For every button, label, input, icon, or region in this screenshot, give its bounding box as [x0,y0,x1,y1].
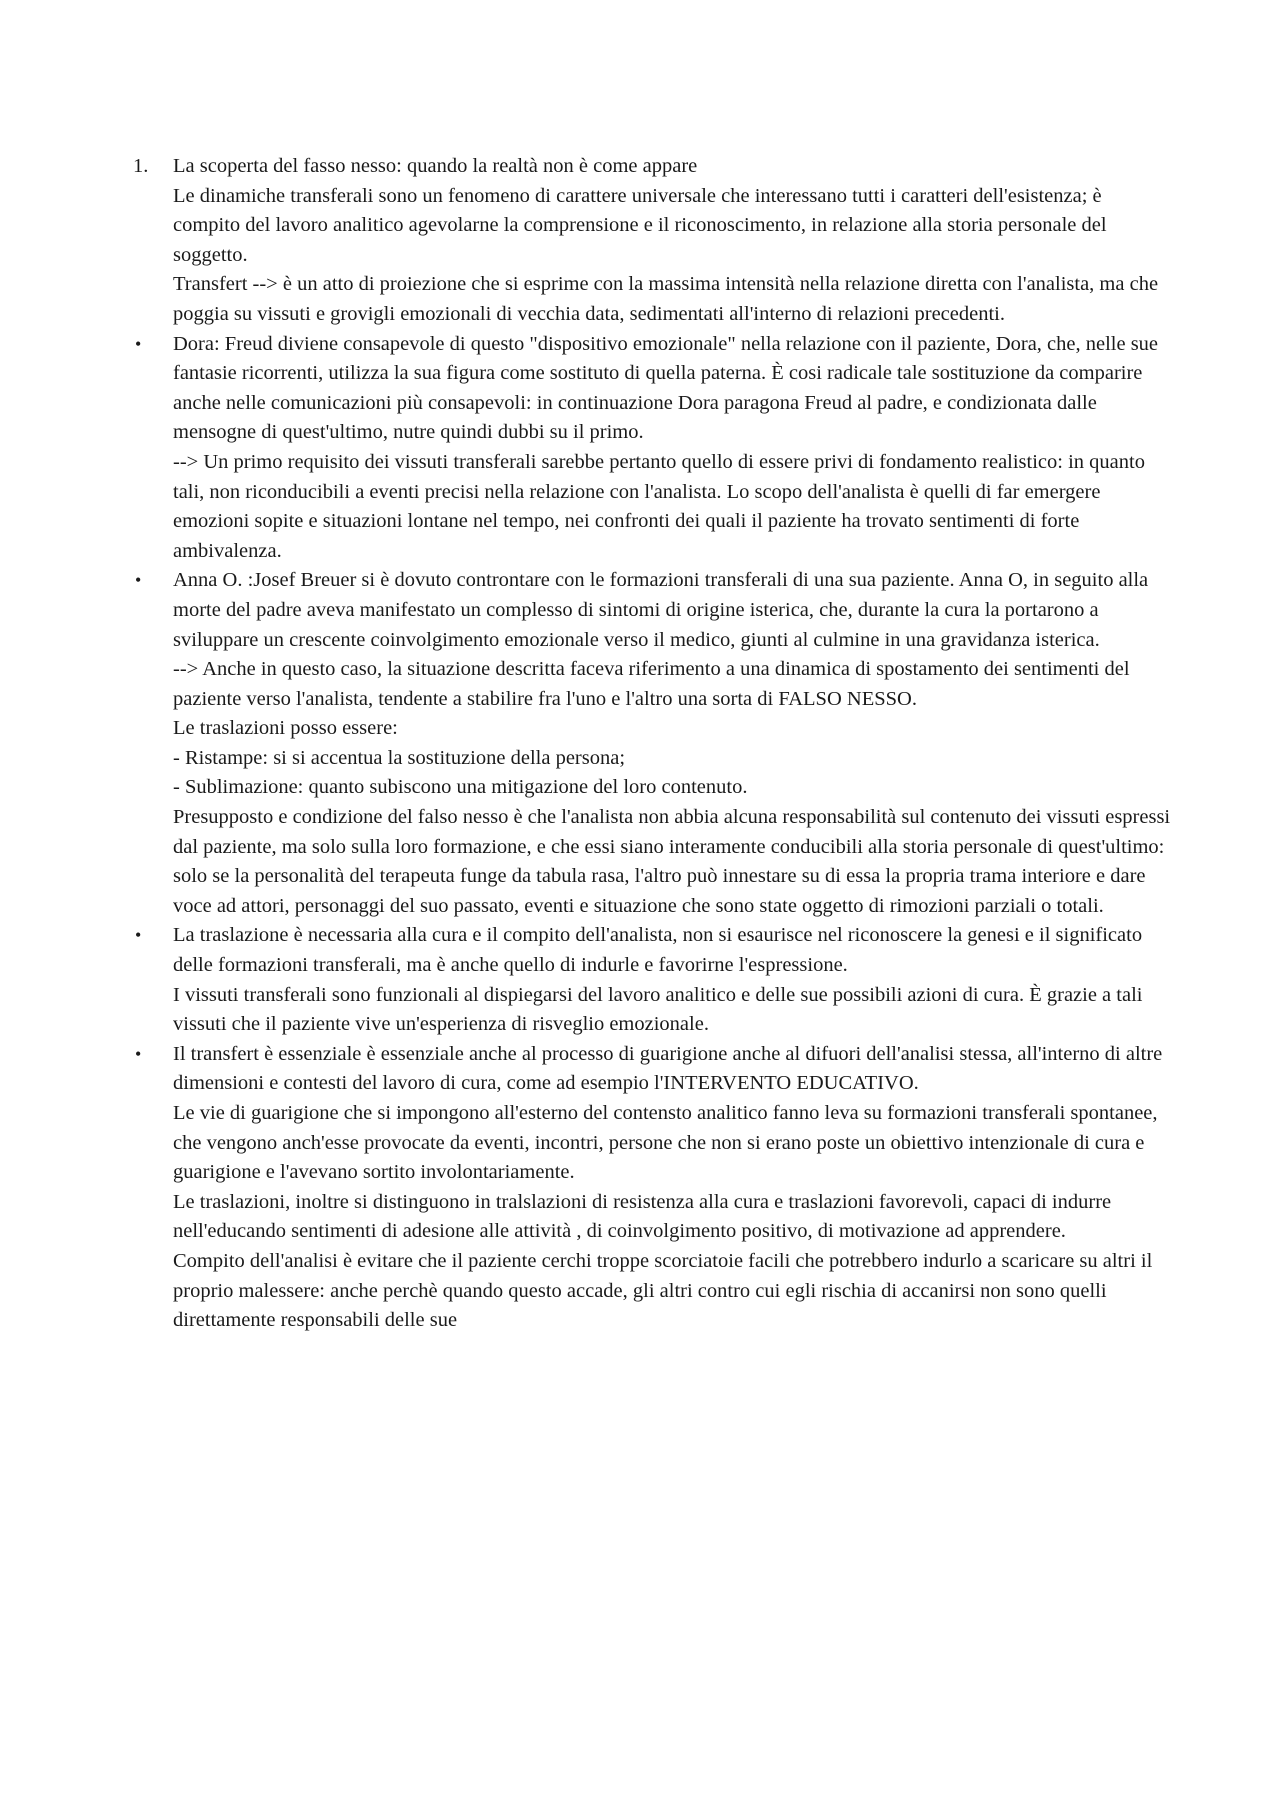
paragraph: Compito dell'analisi è evitare che il paziente cerchi troppe scorciatoie facili che potrebbero indurlo a scaricare su altri il proprio malessere: anche perchè quando questo accade, gli altri contro cui egli rischia di accanirsi non sono quelli direttamente responsabili delle sue [173,1249,1153,1332]
bullet-icon: • [135,1043,142,1064]
list-item [133,921,1173,1039]
paragraph: --> Anche in questo caso, la situazione descritta faceva riferimento a una dinamica di spostamento dei sentimenti del paziente verso l'analista, tendente a stabilire fra l'uno e l'altro una sorta di FALSO NESSO. [173,658,1130,710]
paragraph: Il transfert è essenziale è essenziale anche al processo di guarigione anche al difuori dell'analisi stessa, all'interno di altre dimensioni e contesti del lavoro di cura, come ad esempio l'INTERVENTO EDUCATIVO. [173,1042,1163,1095]
paragraph: Le dinamiche transferali sono un fenomeno di carattere universale che interessano tutti i caratteri dell'esistenza; è compito del lavoro analitico agevolarne la comprensione e il riconoscimento, in relazione alla storia personale del soggetto. [173,184,1107,266]
paragraph: --> Un primo requisito dei vissuti transferali sarebbe pertanto quello di essere privi di fondamento realistico: in quanto tali, non riconducibili a eventi precisi nella relazione con l'analista. Lo scopo dell'analista è quelli di far emergere emozioni sopite e situazioni lontane nel tempo, nei confronti dei quali il paziente ha trovato sentimenti di forte ambivalenza. [173,450,1145,562]
paragraph: Le traslazioni posso essere: [173,717,398,740]
paragraph: Le vie di guarigione che si impongono all'esterno del contensto analitico fanno leva su formazioni transferali spontanee, che vengono anch'esse provocate da eventi, incontri, persone che non si erano poste un obiettivo intenzionale di cura e guarigione e l'avevano sortito involontariamente. [173,1102,1158,1184]
paragraph: Presupposto e condizione del falso nesso è che l'analista non abbia alcuna responsabilità sul contenuto dei vissuti espressi dal paziente, ma solo sulla loro formazione, e che essi siano interamente conducibili alla storia personale di quest'ultimo: solo se la personalità del terapeuta funge da tabula rasa, l'altro può innestare su di essa la propria trama interiore e dare voce ad attori, personaggi del suo passato, eventi e situazione che sono state oggetto di rimozioni parziali o totali. [173,806,1171,917]
list-item [133,1040,1173,1336]
list-item [133,152,1173,330]
bullet-icon: • [135,925,142,946]
paragraph: Le traslazioni, inoltre si distinguono in tralslazioni di resistenza alla cura e traslazioni favorevoli, capaci di indurre nell'educando sentimenti di adesione alle attività , di coinvolgimento positivo, di motivazione ad apprendere. [173,1190,1112,1243]
list-item [133,330,1173,567]
paragraph: - Sublimazione: quanto subiscono una mitigazione del loro contenuto. [173,776,748,799]
list-number: 1. [133,155,149,177]
notes-list [133,152,1173,1336]
list-item [133,566,1173,921]
section-heading: La scoperta del fasso nesso: quando la realtà non è come appare [173,155,698,177]
paragraph: Dora: Freud diviene consapevole di questo "dispositivo emozionale" nella relazione con il paziente, Dora, che, nelle sue fantasie ricorrenti, utilizza la sua figura come sostituto di quella paterna. È cosi radicale tale sostituzione da comparire anche nelle comunicazioni più consapevoli: in continuazione Dora paragona Freud al padre, e condizionata dalle mensogne di quest'ultimo, nutre quindi dubbi su il primo. [173,332,1159,444]
paragraph: I vissuti transferali sono funzionali al dispiegarsi del lavoro analitico e delle sue possibili azioni di cura. È grazie a tali vissuti che il paziente vive un'esperienza di risveglio emozionale. [173,983,1143,1036]
paragraph: La traslazione è necessaria alla cura e il compito dell'analista, non si esaurisce nel riconoscere la genesi e il significato delle formazioni transferali, ma è anche quello di indurle e favorirne l'espressione. [173,924,1143,977]
bullet-icon: • [135,333,142,354]
paragraph: - Ristampe: si si accentua la sostituzione della persona; [173,746,626,769]
bullet-icon: • [135,570,142,591]
paragraph: Anna O. :Josef Breuer si è dovuto controntare con le formazioni transferali di una sua paziente. Anna O, in seguito alla morte del padre aveva manifestato un complesso di sintomi di origine isterica, che, durante la cura la portarono a sviluppare un crescente coinvolgimento emozionale verso il medico, giunti al culmine in una gravidanza isterica. [173,569,1149,651]
paragraph: Transfert --> è un atto di proiezione che si esprime con la massima intensità nella relazione diretta con l'analista, ma che poggia su vissuti e grovigli emozionali di vecchia data, sedimentati all'interno di relazioni precedenti. [173,273,1159,325]
